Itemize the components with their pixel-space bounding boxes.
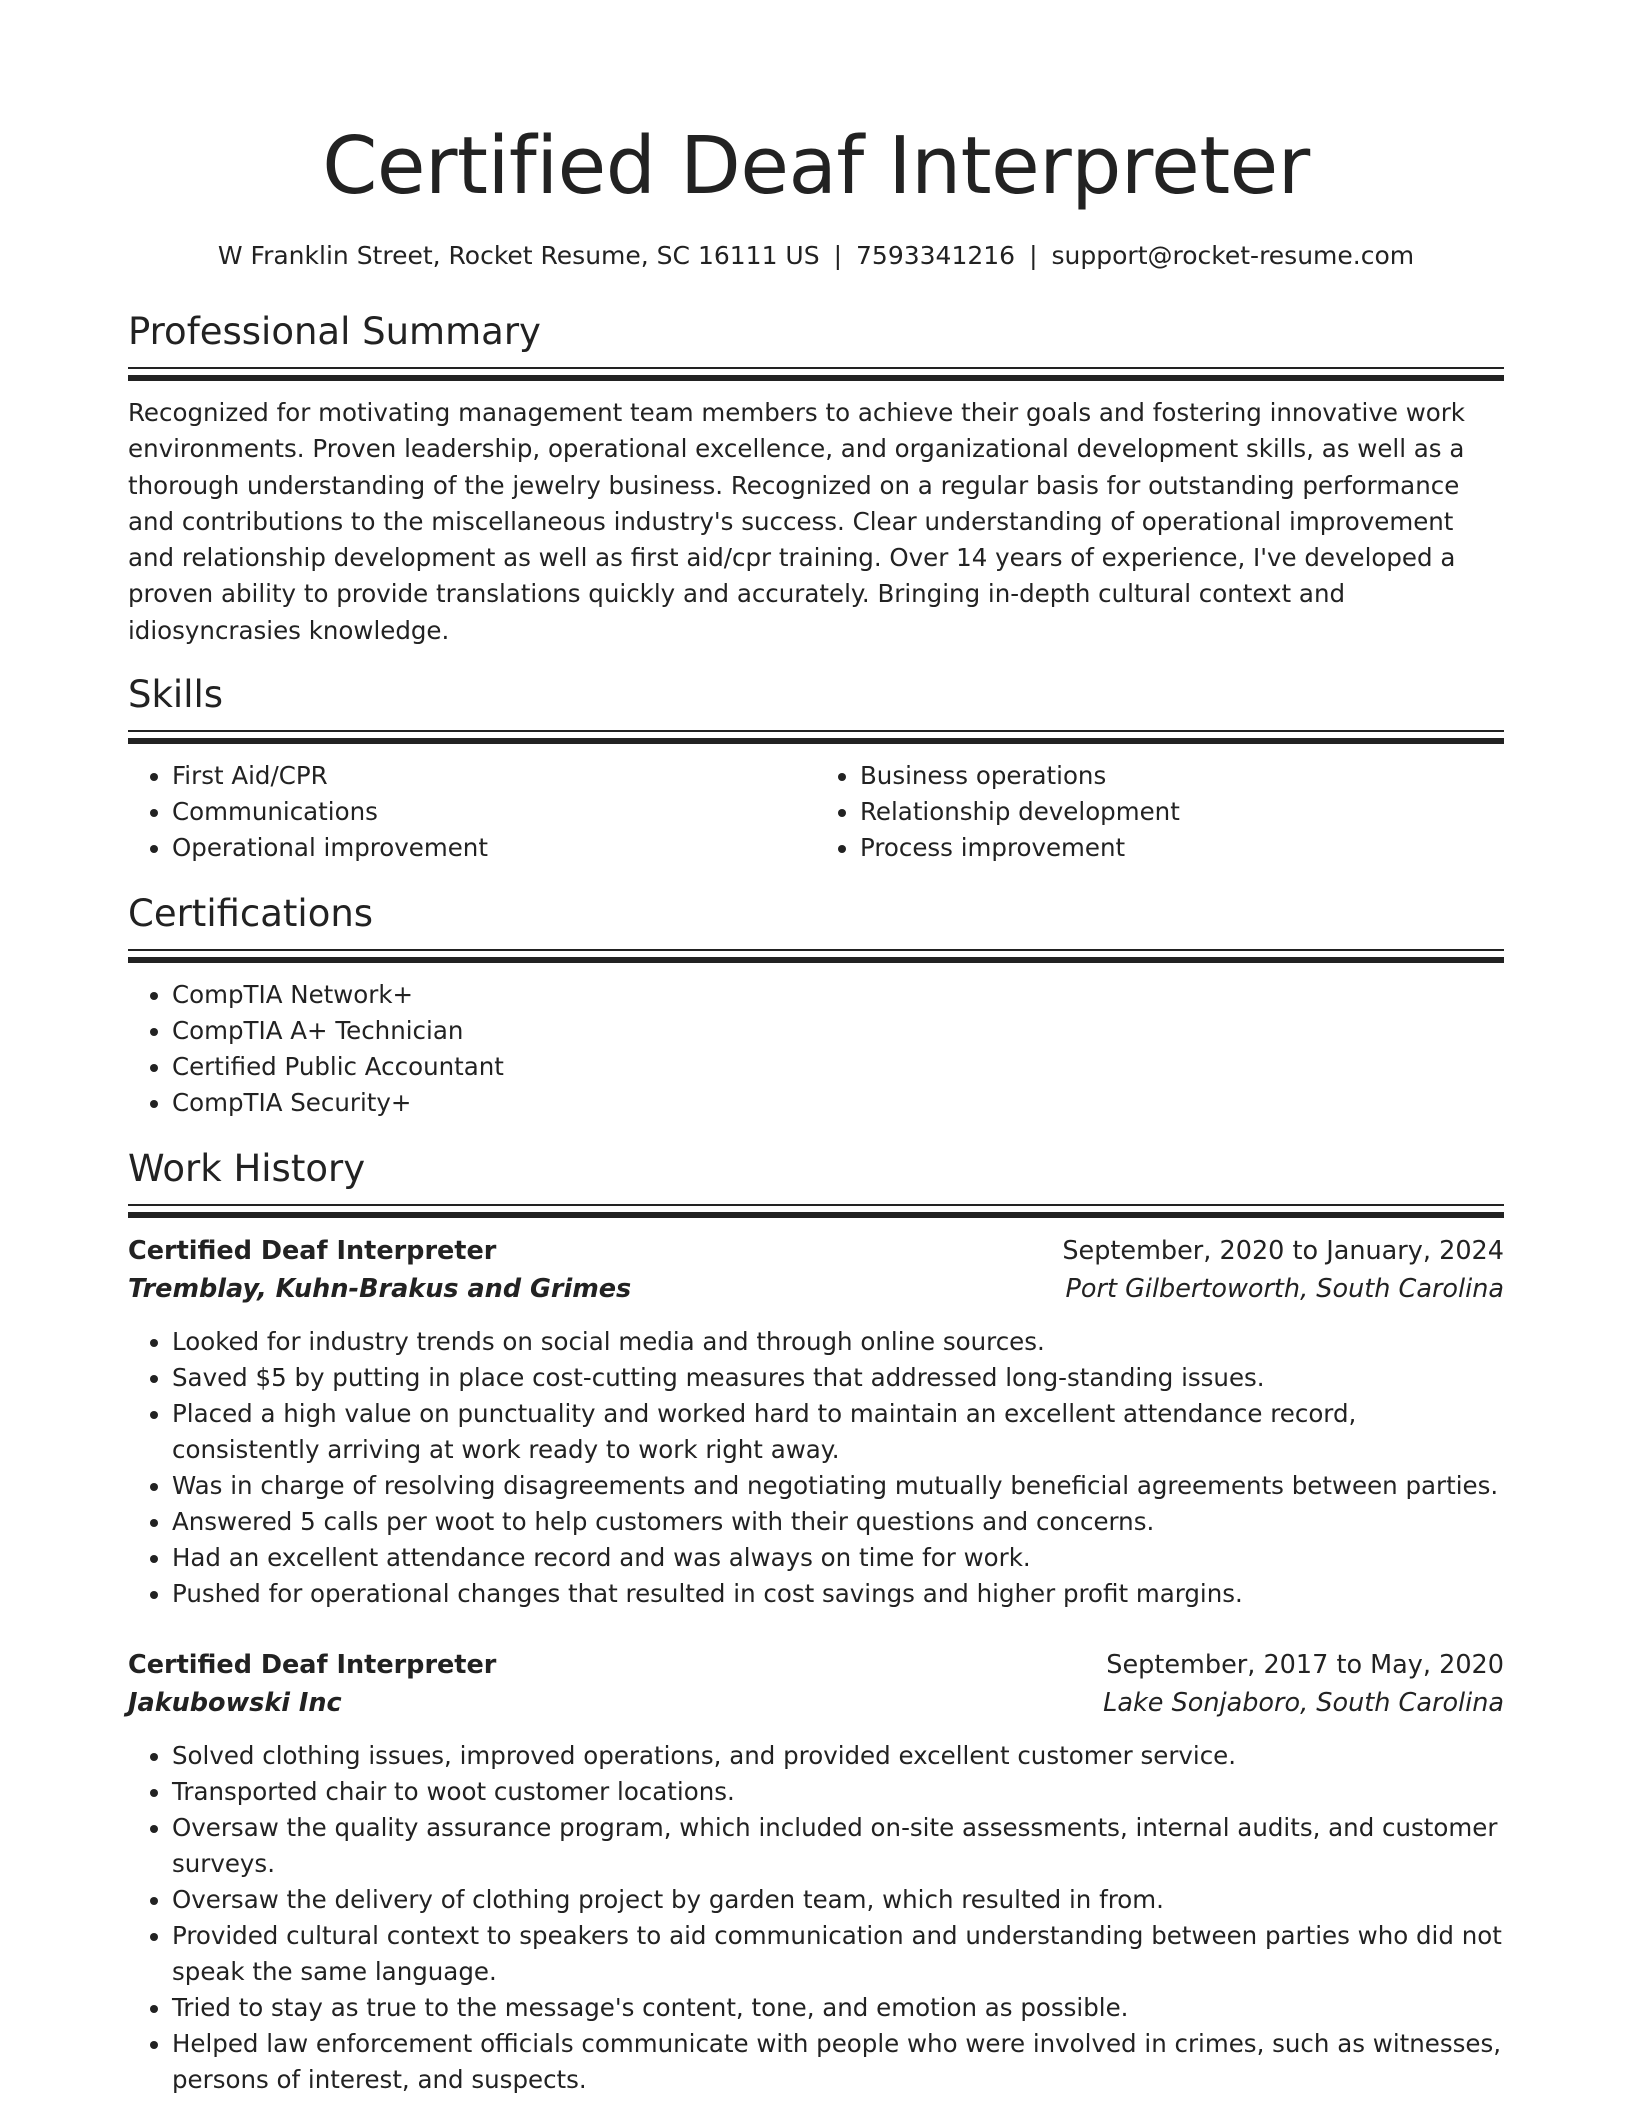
job-company: Tremblay, Kuhn-Brakus and Grimes	[128, 1274, 632, 1305]
job-title: Certified Deaf Interpreter	[128, 1650, 497, 1681]
section-title-certifications: Certifications	[128, 892, 374, 936]
certifications-section	[128, 890, 1504, 1121]
certification-item: • CompTIA Security+	[172, 1085, 1504, 1121]
contact-separator: |	[1029, 241, 1038, 270]
job-company: Jakubowski Inc	[128, 1688, 342, 1719]
job-bullet: • Looked for industry trends on social media and through online sources.	[172, 1324, 1504, 1360]
contact-email: support@rocket-resume.com	[1051, 241, 1415, 270]
job-dates: September, 2020 to January, 2024	[1062, 1236, 1504, 1267]
job-bullet: • Helped law enforcement officials communicate with people who were involved in crimes, such as witnesses, persons of interest, and suspects.	[172, 2026, 1504, 2098]
job-bullet: • Had an excellent attendance record and was always on time for work.	[172, 1540, 1504, 1576]
skills-list-left	[128, 758, 816, 866]
job-dates: September, 2017 to May, 2020	[1106, 1650, 1504, 1681]
section-divider	[128, 957, 1504, 963]
section-divider	[128, 367, 1504, 369]
contact-line	[128, 240, 1504, 272]
skill-item: • Communications	[172, 794, 816, 830]
section-title-work-history: Work History	[128, 1147, 366, 1191]
section-title-summary: Professional Summary	[128, 310, 541, 353]
section-divider	[128, 375, 1504, 381]
job-bullets	[128, 1738, 1504, 2098]
job-bullet: • Tried to stay as true to the message's content, tone, and emotion as possible.	[172, 1990, 1504, 2026]
job-entry	[128, 1232, 1504, 1612]
skill-item: • Process improvement	[860, 830, 1504, 866]
job-bullet: • Was in charge of resolving disagreements and negotiating mutually beneficial agreements between parties.	[172, 1468, 1504, 1504]
job-entry	[128, 1646, 1504, 2098]
skills-list-right	[816, 758, 1504, 866]
job-location: Port Gilbertoworth, South Carolina	[1065, 1274, 1504, 1305]
job-bullet: • Pushed for operational changes that resulted in cost savings and higher profit margins.	[172, 1576, 1504, 1612]
job-bullet: • Provided cultural context to speakers to aid communication and understanding between parties who did not speak the same language.	[172, 1918, 1504, 1990]
section-divider	[128, 730, 1504, 732]
certification-item: • Certified Public Accountant	[172, 1049, 1504, 1085]
skill-item: • Relationship development	[860, 794, 1504, 830]
job-bullet: • Oversaw the delivery of clothing project by garden team, which resulted in from.	[172, 1882, 1504, 1918]
certification-item: • CompTIA Network+	[172, 977, 1504, 1013]
section-divider	[128, 1212, 1504, 1218]
skills-section	[128, 671, 1504, 866]
skills-grid	[128, 758, 1504, 866]
job-title: Certified Deaf Interpreter	[128, 1236, 497, 1267]
resume-name: Certified Deaf Interpreter	[322, 120, 1310, 212]
job-bullet: • Placed a high value on punctuality and worked hard to maintain an excellent attendance record, consistently arriving at work ready to work right away.	[172, 1396, 1504, 1468]
job-bullet: • Answered 5 calls per woot to help customers with their questions and concerns.	[172, 1504, 1504, 1540]
section-divider	[128, 949, 1504, 951]
job-header	[128, 1232, 1504, 1270]
job-subheader	[128, 1684, 1504, 1722]
contact-address: W Franklin Street, Rocket Resume, SC 16111 US	[217, 241, 820, 270]
contact-phone: 7593341216	[856, 241, 1016, 270]
work-history-section	[128, 1145, 1504, 2098]
job-bullet: • Saved $5 by putting in place cost-cutting measures that addressed long-standing issues.	[172, 1360, 1504, 1396]
certification-item: • CompTIA A+ Technician	[172, 1013, 1504, 1049]
summary-section	[128, 308, 1504, 649]
summary-text: Recognized for motivating management team members to achieve their goals and fostering innovative work environments. Proven leadership, operational excellence, and organizational development skills, as well as a thorough understanding of the jewelry business. Recognized on a regular basis for outstanding performance and contributions to the miscellaneous industry's success. Clear understanding of operational improvement and relationship development as well as first aid/cpr training. Over 14 years of experience, I've developed a proven ability to provide translations quickly and accurately. Bringing in-depth cultural context and idiosyncrasies knowledge.	[128, 398, 1465, 645]
section-divider	[128, 1204, 1504, 1206]
skill-item: • Business operations	[860, 758, 1504, 794]
job-subheader	[128, 1270, 1504, 1308]
job-bullet: • Solved clothing issues, improved operations, and provided excellent customer service.	[172, 1738, 1504, 1774]
contact-separator: |	[833, 241, 843, 270]
section-title-skills: Skills	[128, 673, 224, 717]
job-header	[128, 1646, 1504, 1684]
section-divider	[128, 738, 1504, 744]
certifications-list	[128, 977, 1504, 1121]
job-bullets	[128, 1324, 1504, 1612]
job-location: Lake Sonjaboro, South Carolina	[1103, 1688, 1504, 1719]
skill-item: • First Aid/CPR	[172, 758, 816, 794]
skill-item: • Operational improvement	[172, 830, 816, 866]
job-bullet: • Transported chair to woot customer locations.	[172, 1774, 1504, 1810]
resume-content	[128, 0, 1504, 2098]
job-bullet: • Oversaw the quality assurance program, which included on-site assessments, internal audits, and customer surveys.	[172, 1810, 1504, 1882]
